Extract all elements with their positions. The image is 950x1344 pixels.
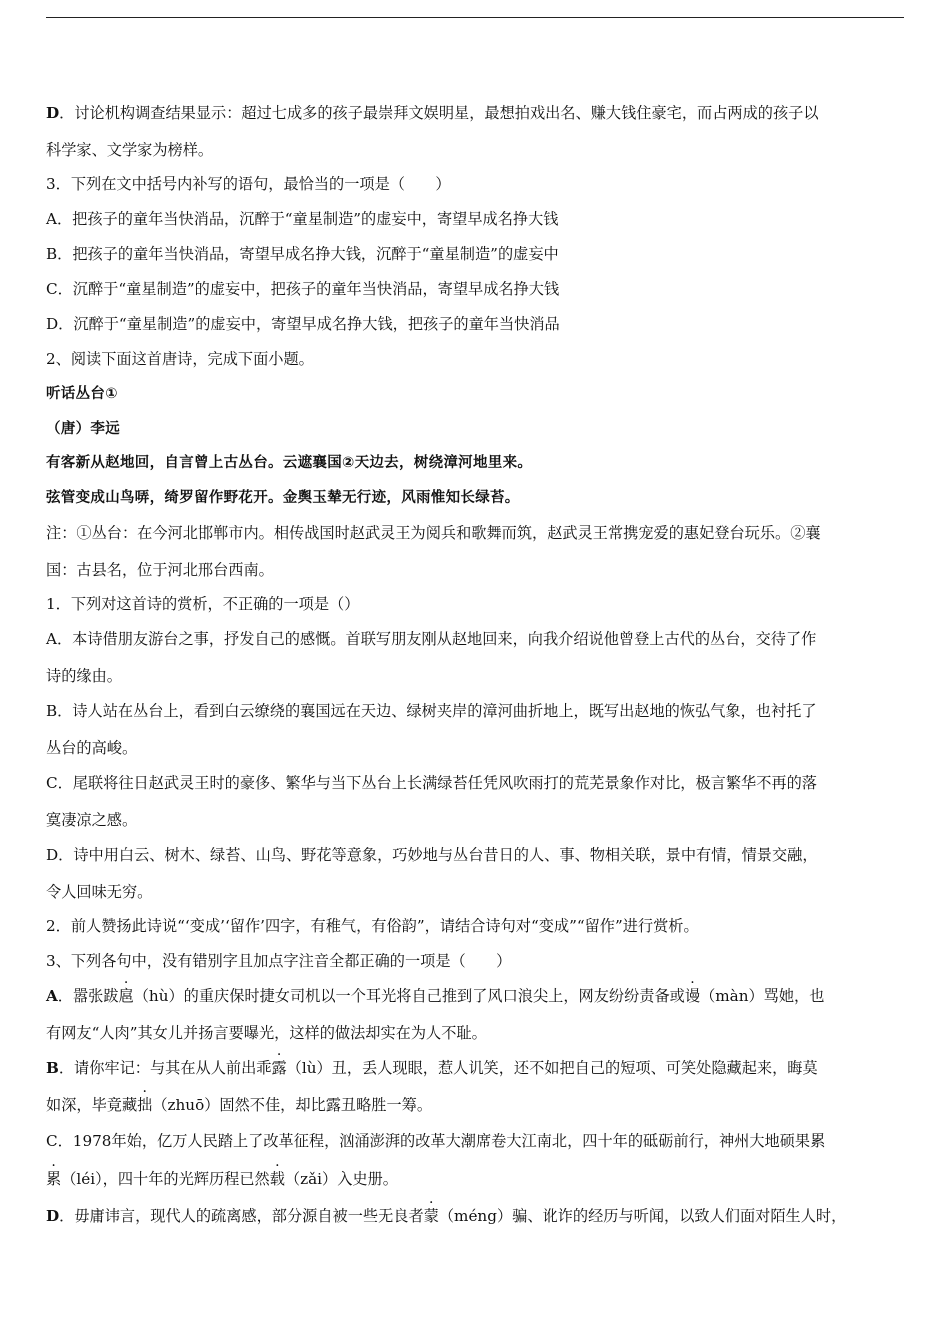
text-line: 诗的缘由。	[46, 667, 122, 685]
text-line: 寞凄凉之感。	[46, 811, 138, 829]
option-c: C．尾联将往日赵武灵王时的豪侈、繁华与当下丛台上长满绿苔任凭风吹雨打的荒芜景象作对比，极言繁华不再的落	[46, 774, 817, 792]
question-2-stem: 2．前人赞扬此诗说“‘变成’‘留作’四字，有稚气，有俗韵”，请结合诗句对“变成”“留作”进行赏析。	[46, 917, 699, 935]
text-line: D．讨论机构调查结果显示：超过七成多的孩子最崇拜文娱明星，最想拍戏出名、赚大钱住豪宅，而占两成的孩子以	[46, 104, 819, 122]
option-c: C．1978年始，亿万人民踏上了改革征程，汹涌澎湃的改革大潮席卷大江南北，四十年的砥砺前行，神州大地硕果累	[46, 1132, 826, 1150]
text-line: 丛台的高峻。	[46, 739, 138, 757]
option-d: D．毋庸讳言，现代人的疏离感，部分源自被一些无良者蒙（méng）骗、讹诈的经历与听闻，以致人们面对陌生人时，	[46, 1207, 847, 1225]
text-line: 有网友“人肉”其女儿并扬言要曝光，这样的做法却实在为人不耻。	[46, 1024, 487, 1042]
option-b: B．诗人站在丛台上，看到白云缭绕的襄国远在天边、绿树夹岸的漳河曲折地上，既写出赵地的恢弘气象，也衬托了	[46, 702, 817, 720]
text-line: 如深，毕竟藏拙（zhuō）固然不佳，却比露丑略胜一筹。	[46, 1096, 433, 1114]
question-1-stem: 1．下列对这首诗的赏析，不正确的一项是（）	[46, 595, 360, 613]
text-line: 累（léi），四十年的光辉历程已然载（zǎi）入史册。	[46, 1170, 398, 1188]
option-c: C．沉醉于“童星制造”的虚妄中，把孩子的童年当快消品，寄望早成名挣大钱	[46, 280, 560, 298]
option-b: B．请你牢记：与其在从人前出乖露（lù）丑，丢人现眼，惹人讥笑，还不如把自己的短项、可笑处隐藏起来，晦莫	[46, 1059, 818, 1077]
question-3-stem: 3、下列各句中，没有错别字且加点字注音全都正确的一项是（ ）	[46, 952, 512, 970]
option-d: D．沉醉于“童星制造”的虚妄中，寄望早成名挣大钱，把孩子的童年当快消品	[46, 315, 560, 333]
note-line: 国：古县名，位于河北邢台西南。	[46, 561, 274, 579]
section-2-heading: 2、阅读下面这首唐诗，完成下面小题。	[46, 350, 314, 368]
text-line: 令人回味无穷。	[46, 883, 153, 901]
header-rule	[46, 17, 904, 18]
option-d: D．诗中用白云、树木、绿苔、山鸟、野花等意象，巧妙地与丛台昔日的人、事、物相关联，景中有情，情景交融，	[46, 846, 818, 864]
option-a: A．把孩子的童年当快消品，沉醉于“童星制造”的虚妄中，寄望早成名挣大钱	[46, 210, 559, 228]
poem-title: 听话丛台①	[46, 386, 118, 402]
question-3-stem: 3．下列在文中括号内补写的语句，最恰当的一项是（ ）	[46, 175, 451, 193]
option-b: B．把孩子的童年当快消品，寄望早成名挣大钱，沉醉于“童星制造”的虚妄中	[46, 245, 559, 263]
poem-author: （唐）李远	[46, 421, 120, 437]
text-line: 科学家、文学家为榜样。	[46, 141, 214, 159]
poem-line-1: 有客新从赵地回，自言曾上古丛台。云遮襄国②天边去，树绕漳河地里来。	[46, 455, 533, 471]
note-line: 注：①丛台：在今河北邯郸市内。相传战国时赵武灵王为阅兵和歌舞而筑，赵武灵王常携宠爱的惠妃登台玩乐。②襄	[46, 524, 821, 542]
poem-line-2: 弦管变成山鸟哢，绮罗留作野花开。金舆玉辇无行迹，风雨惟知长绿苔。	[46, 490, 520, 506]
option-a: A．嚣张跋扈（hù）的重庆保时捷女司机以一个耳光将自己推到了风口浪尖上，网友纷纷责备或谩（màn）骂她，也	[46, 987, 825, 1005]
option-a: A．本诗借朋友游台之事，抒发自己的感慨。首联写朋友刚从赵地回来，向我介绍说他曾登上古代的丛台，交待了作	[46, 630, 817, 648]
